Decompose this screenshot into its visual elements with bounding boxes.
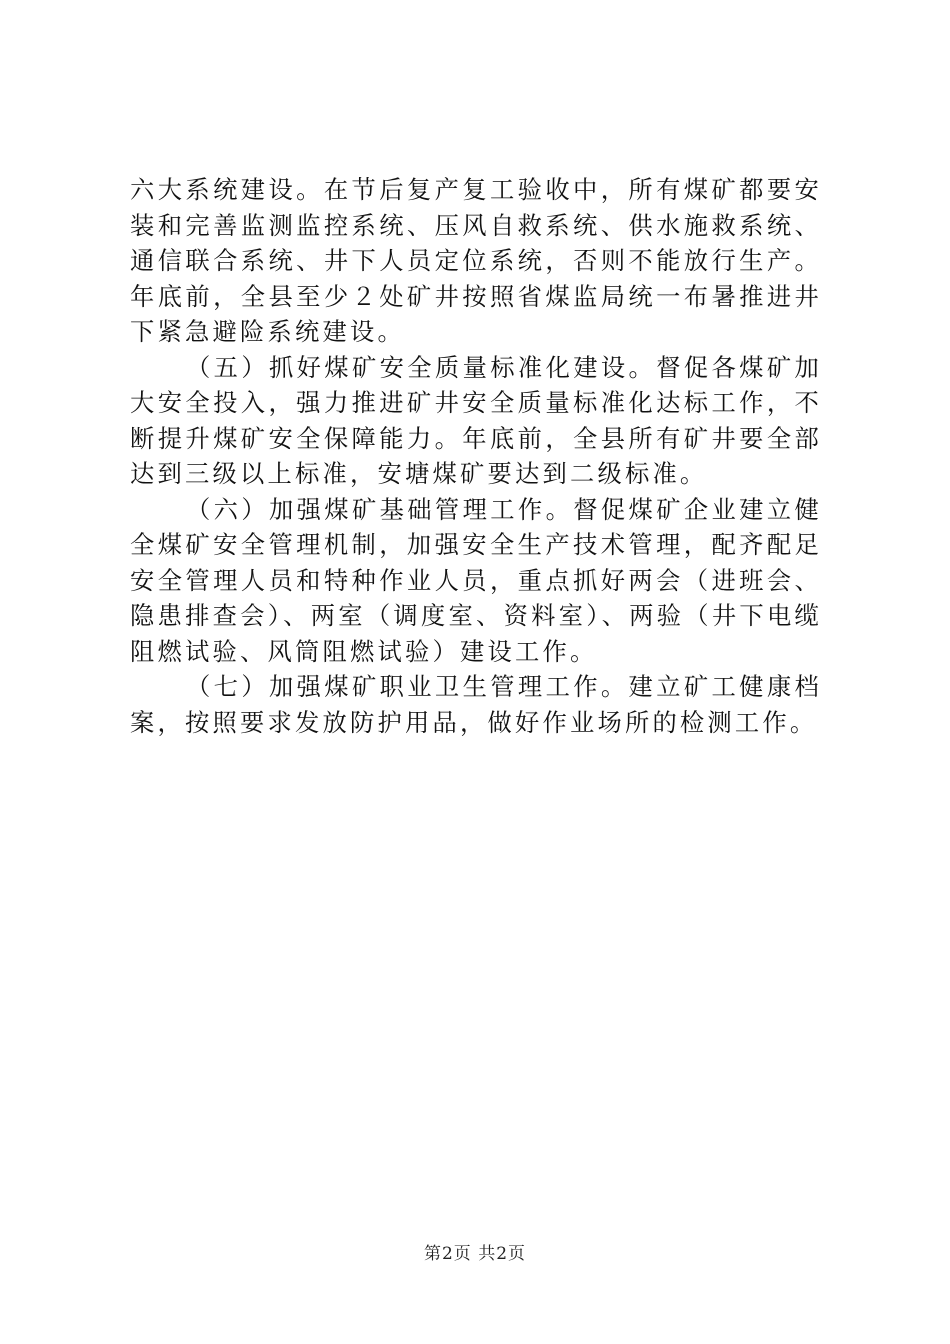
paragraph-quality-standardization: （五）抓好煤矿安全质量标准化建设。督促各煤矿加大安全投入，强力推进矿井安全质量标准化达标工作，不断提升煤矿安全保障能力。年底前，全县所有矿井要全部达到三级以上标准，安塘煤矿要达到二级标准。	[130, 352, 822, 488]
paragraph-occupational-health: （七）加强煤矿职业卫生管理工作。建立矿工健康档案，按照要求发放防护用品，做好作业场所的检测工作。	[130, 672, 822, 737]
page-footer	[0, 1242, 950, 1266]
paragraph-basic-management: （六）加强煤矿基础管理工作。督促煤矿企业建立健全煤矿安全管理机制，加强安全生产技术管理，配齐配足安全管理人员和特种作业人员，重点抓好两会（进班会、隐患排查会）、两室（调度室、资料室）、两验（井下电缆阻燃试验、风筒阻燃试验）建设工作。	[130, 494, 822, 666]
page-number: 第2页	[423, 1244, 472, 1264]
paragraph-system-construction: 六大系统建设。在节后复产复工验收中，所有煤矿都要安装和完善监测监控系统、压风自救系统、供水施救系统、通信联合系统、井下人员定位系统，否则不能放行生产。年底前，全县至少２处矿井按照省煤监局统一布暑推进井下紧急避险系统建设。	[130, 175, 822, 346]
page-total: 共2页	[478, 1244, 527, 1264]
document-body	[130, 172, 822, 740]
